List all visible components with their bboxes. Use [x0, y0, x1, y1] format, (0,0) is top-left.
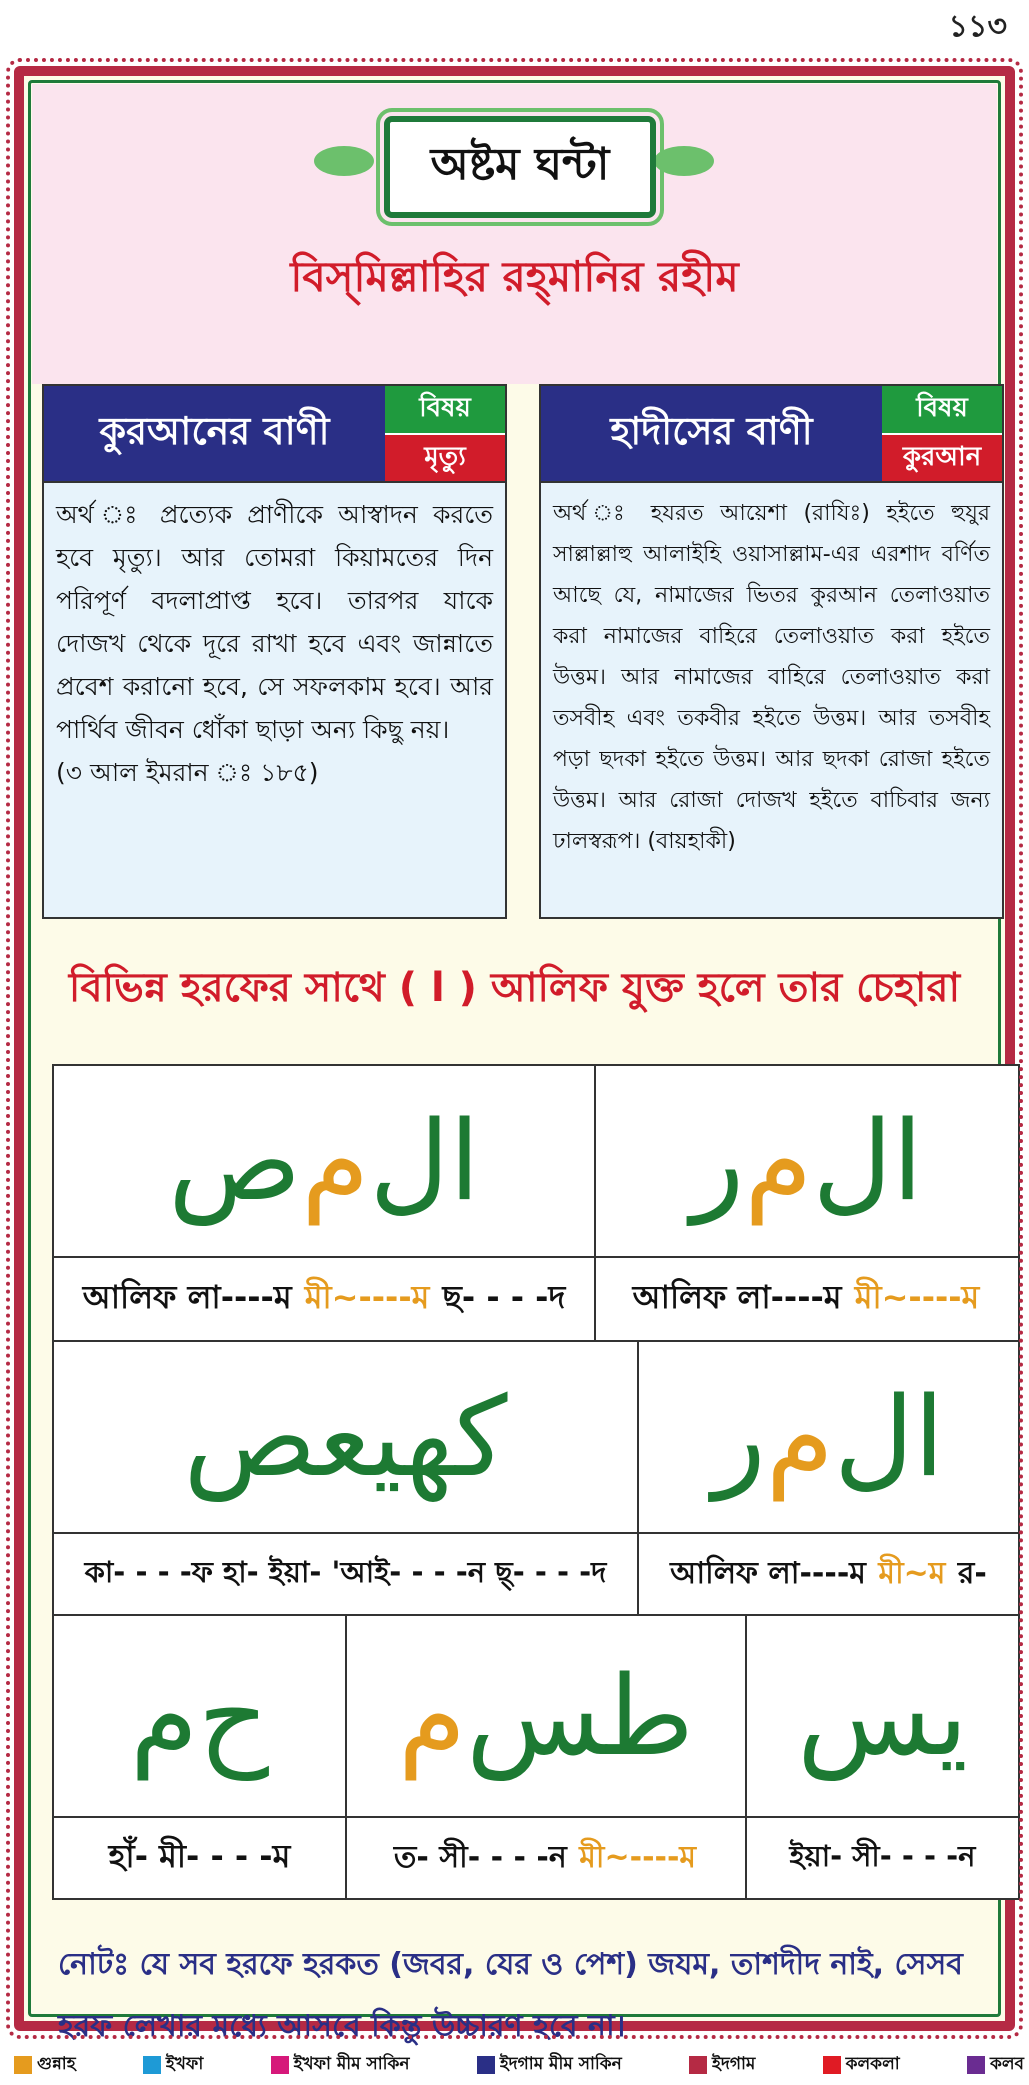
quran-meaning-text: অর্থ ঃ প্রত্যেক প্রাণীকে আস্বাদন করতে হবে মৃত্যু। আর তোমরা কিয়ামতের দিন পরিপূর্ণ বদলাপ্রাপ্ত হবে। তারপর যাকে দোজখ থেকে দূরে রাখা হবে এবং জান্নাতে প্রবেশ করানো হবে, সে সফলকাম হবে। আর পার্থিব জীবন ধোঁকা ছাড়া অন্য কিছু নয়।	[56, 500, 493, 744]
note-text: নোটঃ যে সব হরফে হরকত (জবর, যের ও পেশ) জযম, তাশদীদ নাই, সেসব হরফ লেখার মধ্যে আসবে কিন্তু উচ্চারণ হবে না।	[58, 1947, 963, 2044]
legend-item: ইদগাম	[689, 2051, 755, 2079]
hadith-panel-title: হাদীসের বাণী	[541, 386, 882, 481]
legend-item: কলব	[967, 2051, 1024, 2079]
quran-panel-header	[44, 386, 505, 483]
hadith-panel-body: অর্থ ঃ হযরত আয়েশা (রাযিঃ) হইতে হুযুর সাল্লাল্লাহু আলাইহি ওয়াসাল্লাম-এর এরশাদ বর্ণিত আছে যে, নামাজের ভিতর কুরআন তেলাওয়াত করা নামাজের বাহিরে তেলাওয়াত করা হইতে উত্তম। আর নামাজের বাহিরে তেলাওয়াত করা তসবীহ এবং তকবীর হইতে উত্তম। আর তসবীহ পড়া ছদকা হইতে উত্তম। আর ছদকা রোজা হইতে উত্তম। আর রোজা দোজখ হইতে বাচিবার জন্য ঢালস্বরূপ। (বায়হাকী)	[553, 501, 990, 854]
table-row	[54, 1616, 1018, 1898]
arabic-letters: يس	[747, 1616, 1018, 1818]
left-ornament-icon	[314, 146, 374, 176]
arabic-letters: ال م ر	[639, 1342, 1018, 1534]
legend-swatch	[823, 2056, 841, 2074]
arabic-letters: ال م ص	[54, 1066, 594, 1258]
pronunciation: আলিফ লা----ম মী~ম র-	[639, 1534, 1018, 1614]
quran-reference: (৩ আল ইমরান ঃ ১৮৫)	[56, 758, 319, 787]
hadith-subject-label: বিষয়	[882, 386, 1002, 435]
pronunciation: আলিফ লা----ম মী~----ম	[596, 1258, 1018, 1340]
arabic-letters: كهيعص	[54, 1342, 637, 1534]
table-row	[54, 1066, 1018, 1342]
pronunciation: ইয়া- সী- - - -ন	[747, 1818, 1018, 1898]
legend-item: ইখফা	[143, 2051, 203, 2079]
letter-cell-ta-sin-mim	[347, 1616, 747, 1898]
letter-cell-alif-lam-mim-sad	[54, 1066, 596, 1340]
hadith-panel	[539, 384, 1004, 919]
quran-panel	[42, 384, 507, 919]
legend-item: গুন্নাহ	[14, 2051, 76, 2079]
hadith-subject-value: কুরআন	[882, 435, 1002, 482]
legend-item: ইদগাম মীম সাকিন	[477, 2051, 622, 2079]
bismillah: বিস্‌মিল্লাহির রহ্‌মানির রহীম	[290, 252, 739, 301]
legend-swatch	[967, 2056, 985, 2074]
letter-cell-alif-lam-mim	[596, 1066, 1018, 1340]
legend-swatch	[14, 2056, 32, 2074]
pronunciation: আলিফ লা----ম মী~----ম ছ- - - -দ	[54, 1258, 594, 1340]
table-row	[54, 1342, 1018, 1616]
tajweed-legend	[14, 2050, 1024, 2080]
right-ornament-icon	[654, 146, 714, 176]
section-heading: বিভিন্ন হরফের সাথে ( ا ) আলিফ যুক্ত হলে তার চেহারা	[68, 965, 961, 1011]
legend-item: কলকলা	[823, 2051, 900, 2079]
page-title: অষ্টম ঘন্টা	[384, 116, 656, 218]
letter-cell-kaf-ha-ya-ain-sad	[54, 1342, 639, 1614]
hadith-panel-header	[541, 386, 1002, 483]
letter-cell-ya-sin	[747, 1616, 1018, 1898]
arabic-letters: ال م ر	[596, 1066, 1018, 1258]
pronunciation: হাঁ- মী- - - -ম	[54, 1818, 345, 1898]
page-frame	[14, 66, 1015, 2044]
legend-swatch	[689, 2056, 707, 2074]
legend-swatch	[143, 2056, 161, 2074]
legend-swatch	[477, 2056, 495, 2074]
legend-swatch	[271, 2056, 289, 2074]
quran-subject-label: বিষয়	[385, 386, 505, 435]
letter-cell-alif-lam-mim-ra	[639, 1342, 1018, 1614]
pronunciation: কা- - - -ফ হা- ইয়া- 'আই- - - -ন ছ্‌- - - -দ	[54, 1534, 637, 1614]
page-number: ১১৩	[948, 9, 1007, 44]
quran-panel-title: কুরআনের বাণী	[44, 386, 385, 481]
legend-item: ইখফা মীম সাকিন	[271, 2051, 410, 2079]
quran-panel-body	[44, 483, 505, 804]
arabic-letters: ح م	[54, 1616, 345, 1818]
quran-subject-value: মৃত্যু	[385, 435, 505, 482]
letters-table	[52, 1064, 1020, 1900]
arabic-letters: طس م	[347, 1616, 745, 1818]
pronunciation: ত- সী- - - -ন মী~----ম	[347, 1818, 745, 1898]
letter-cell-ha-mim	[54, 1616, 347, 1898]
